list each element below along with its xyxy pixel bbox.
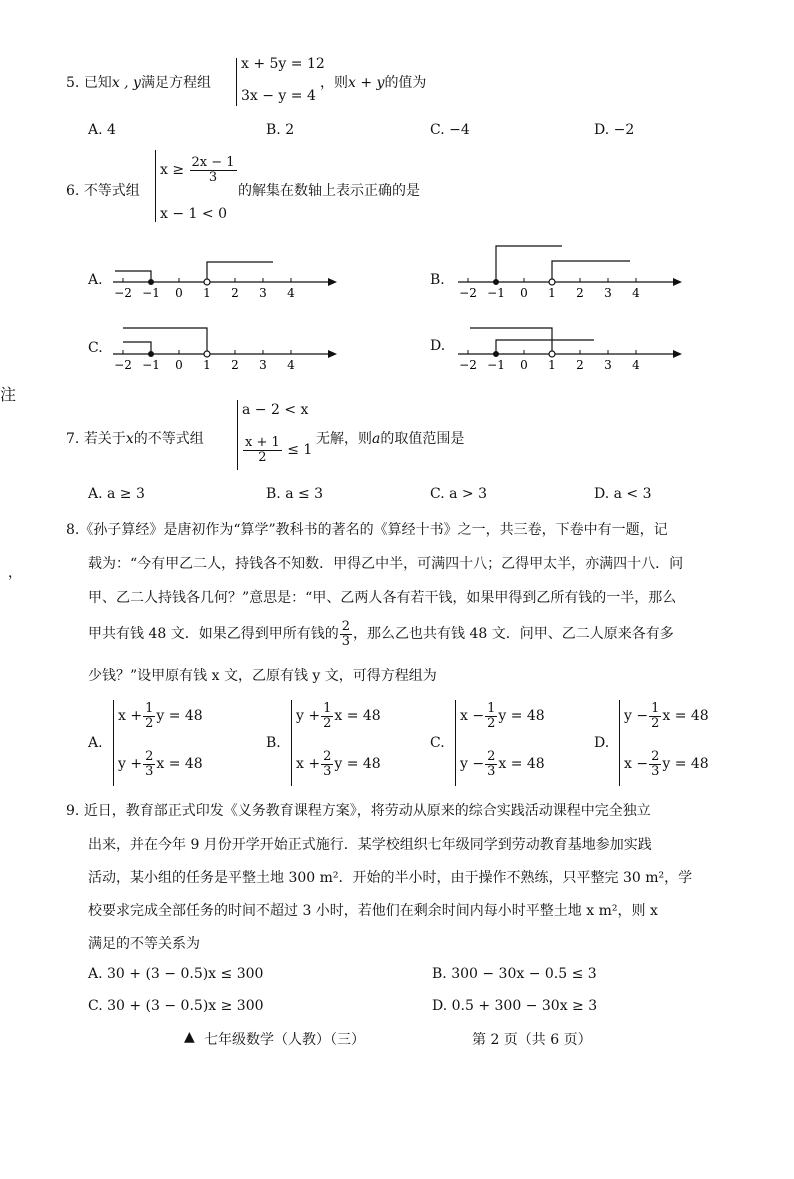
eq-fraction bbox=[143, 750, 155, 778]
eq-lhs: x + bbox=[118, 708, 143, 725]
q8-line2: 载为：“今有甲乙二人，持钱各不知数．甲得乙中半，可满四十八；乙得甲太半，亦满四十八．问 bbox=[88, 556, 684, 572]
q5-pre: 已知 bbox=[83, 75, 112, 91]
eq-fraction bbox=[485, 750, 497, 778]
frac-den: 3 bbox=[487, 763, 496, 779]
q7-post2: 的取值范围是 bbox=[380, 431, 465, 447]
q8-frac-den: 3 bbox=[341, 633, 350, 649]
q5-vars: x , y bbox=[111, 75, 141, 91]
range-upper bbox=[123, 328, 207, 354]
q8-line1: 《孙子算经》是唐初作为“算学”教科书的著名的《算经十书》之一，共三卷，下卷中有一题，记 bbox=[79, 522, 668, 538]
tick-neg2: −2 bbox=[114, 358, 132, 372]
q6-option-b-label[interactable]: B. bbox=[430, 272, 445, 288]
margin-note: 注 bbox=[0, 385, 17, 404]
q5-option-a[interactable]: A. 4 bbox=[88, 122, 116, 138]
tick-neg2: −2 bbox=[459, 358, 477, 372]
q9-line1: 近日，教育部正式印发《义务教育课程方案》，将劳动从原来的综合实践活动课程中完全独立 bbox=[83, 803, 651, 819]
q5-number: 5. bbox=[66, 75, 80, 91]
q7-ineq1: a − 2 < x bbox=[242, 402, 309, 418]
q6-option-d-label[interactable]: D. bbox=[430, 338, 446, 354]
q7-option-b[interactable]: B. a ≤ 3 bbox=[266, 486, 324, 502]
tick-2: 2 bbox=[576, 358, 584, 372]
q8-option-brace bbox=[291, 700, 292, 786]
q5-expr: x + y bbox=[348, 75, 385, 91]
hollow-dot bbox=[549, 279, 555, 285]
q9-option-c[interactable]: C. 30 + (3 − 0.5)x ≥ 300 bbox=[88, 998, 264, 1014]
q8-option-equation bbox=[118, 750, 203, 778]
tick-4: 4 bbox=[632, 358, 640, 372]
eq-fraction bbox=[649, 702, 661, 730]
q9-line3: 活动，某小组的任务是平整土地 300 m²．开始的半小时，由于操作不熟练，只平整完 30 m²，学 bbox=[88, 870, 693, 886]
eq-rhs: x = 48 bbox=[498, 756, 545, 773]
frac-den: 2 bbox=[651, 715, 660, 731]
q7-option-a[interactable]: A. a ≥ 3 bbox=[88, 486, 145, 502]
q8-fraction bbox=[340, 620, 352, 648]
footer-title: 七年级数学（人教）（三） bbox=[204, 1032, 365, 1048]
q5-post2: 的值为 bbox=[384, 75, 427, 91]
q6-pre: 不等式组 bbox=[83, 183, 140, 199]
eq-lhs: y − bbox=[460, 756, 485, 773]
q8-line4-post: ，那么乙也共有钱 48 文．问甲、乙二人原来各有多 bbox=[353, 626, 674, 643]
frac-num: 2 bbox=[145, 749, 154, 764]
q8-option-brace bbox=[113, 700, 114, 786]
frac-num: 1 bbox=[145, 701, 154, 716]
eq-rhs: x = 48 bbox=[334, 708, 381, 725]
q7-var: x bbox=[125, 431, 134, 447]
tick-4: 4 bbox=[287, 358, 295, 372]
q5-option-d[interactable]: D. −2 bbox=[594, 122, 635, 138]
tick-3: 3 bbox=[604, 358, 612, 372]
frac-den: 3 bbox=[145, 763, 154, 779]
tick-2: 2 bbox=[231, 286, 239, 300]
eq-rhs: x = 48 bbox=[662, 708, 709, 725]
q5-eq2: 3x − y = 4 bbox=[241, 88, 316, 104]
frac-num: 1 bbox=[323, 701, 332, 716]
tick-0: 0 bbox=[520, 286, 528, 300]
q5-option-c[interactable]: C. −4 bbox=[430, 122, 470, 138]
range-lower bbox=[496, 340, 594, 354]
solid-dot bbox=[493, 279, 499, 285]
q7-mid: 的不等式组 bbox=[133, 431, 204, 447]
q6-ineq1-lhs: x ≥ bbox=[160, 162, 185, 179]
q6-frac-den: 3 bbox=[208, 169, 218, 185]
frac-den: 2 bbox=[323, 715, 332, 731]
q6-number-line-b[interactable] bbox=[450, 242, 690, 302]
q6-number-line-c[interactable] bbox=[105, 318, 345, 374]
frac-den: 2 bbox=[487, 715, 496, 731]
q5-option-b[interactable]: B. 2 bbox=[266, 122, 295, 138]
frac-num: 2 bbox=[323, 749, 332, 764]
footer-logo-icon: ▲ bbox=[184, 1029, 195, 1045]
q8-option-equation bbox=[118, 702, 203, 730]
q7-option-d[interactable]: D. a < 3 bbox=[594, 486, 652, 502]
tick-3: 3 bbox=[604, 286, 612, 300]
hollow-dot bbox=[549, 351, 555, 357]
q6-number-line-d[interactable] bbox=[450, 318, 690, 374]
tick-4: 4 bbox=[632, 286, 640, 300]
q7-option-c[interactable]: C. a > 3 bbox=[430, 486, 487, 502]
eq-lhs: x + bbox=[296, 756, 321, 773]
q6-ineq2: x − 1 < 0 bbox=[160, 206, 227, 222]
tick-neg1: −1 bbox=[142, 286, 160, 300]
solid-dot bbox=[493, 351, 499, 357]
tick-1: 1 bbox=[203, 286, 211, 300]
q5-mid: 满足方程组 bbox=[140, 75, 211, 91]
q6-option-c-label[interactable]: C. bbox=[88, 340, 103, 356]
tick-1: 1 bbox=[548, 358, 556, 372]
q8-option-brace bbox=[619, 700, 620, 786]
solid-dot bbox=[148, 351, 154, 357]
eq-rhs: y = 48 bbox=[498, 708, 545, 725]
eq-lhs: y − bbox=[624, 708, 649, 725]
q8-option-equation bbox=[624, 750, 709, 778]
range-lower bbox=[123, 342, 151, 354]
eq-fraction bbox=[321, 750, 333, 778]
q9-line5: 满足的不等关系为 bbox=[88, 936, 200, 952]
q6-fraction bbox=[190, 156, 237, 184]
tick-3: 3 bbox=[259, 358, 267, 372]
footer-page: 第 2 页（共 6 页） bbox=[472, 1032, 592, 1048]
q7-post: 无解，则 bbox=[316, 431, 372, 447]
q6-number-line-a[interactable] bbox=[105, 252, 345, 302]
q9-line2: 出来，并在今年 9 月份开学开始正式施行．某学校组织七年级同学到劳动教育基地参加实践 bbox=[88, 837, 652, 853]
q9-option-d[interactable]: D. 0.5 + 300 − 30x ≥ 3 bbox=[432, 998, 598, 1014]
q5-eq1: x + 5y = 12 bbox=[241, 56, 325, 72]
eq-rhs: y = 48 bbox=[334, 756, 381, 773]
eq-fraction bbox=[321, 702, 333, 730]
q7-var2: a bbox=[372, 431, 381, 447]
tick-neg2: −2 bbox=[114, 286, 132, 300]
hollow-dot bbox=[204, 351, 210, 357]
q9-option-a[interactable]: A. 30 + (3 − 0.5)x ≤ 300 bbox=[88, 966, 264, 982]
range-left bbox=[115, 271, 151, 282]
q8-option-c-label[interactable]: C. bbox=[430, 735, 445, 751]
eq-lhs: y + bbox=[118, 756, 143, 773]
q8-option-equation bbox=[296, 750, 381, 778]
q6-number: 6. bbox=[66, 183, 80, 199]
q8-option-equation bbox=[460, 702, 545, 730]
q8-option-a-label[interactable]: A. bbox=[88, 735, 103, 751]
tick-neg2: −2 bbox=[459, 286, 477, 300]
q8-option-d-label[interactable]: D. bbox=[594, 735, 610, 751]
tick-2: 2 bbox=[576, 286, 584, 300]
eq-lhs: x − bbox=[460, 708, 485, 725]
tick-0: 0 bbox=[520, 358, 528, 372]
q8-option-equation bbox=[624, 702, 709, 730]
eq-lhs: x − bbox=[624, 756, 649, 773]
q9-number: 9. bbox=[66, 803, 80, 819]
tick-3: 3 bbox=[259, 286, 267, 300]
frac-den: 2 bbox=[145, 715, 154, 731]
q5-brace bbox=[236, 58, 237, 106]
q8-option-brace bbox=[455, 700, 456, 786]
q8-option-b-label[interactable]: B. bbox=[266, 735, 281, 751]
q7-fraction bbox=[243, 436, 282, 464]
q7-frac-den: 2 bbox=[258, 449, 267, 465]
eq-fraction bbox=[143, 702, 155, 730]
frac-den: 3 bbox=[323, 763, 332, 779]
range-upper bbox=[470, 328, 552, 354]
tick-neg1: −1 bbox=[487, 358, 505, 372]
q6-brace bbox=[155, 150, 156, 222]
eq-rhs: y = 48 bbox=[156, 708, 203, 725]
hollow-dot bbox=[204, 279, 210, 285]
q8-line3: 甲、乙二人持钱各几何？”意思是：“甲、乙两人各有若干钱，如果甲得到乙所有钱的一半，那么 bbox=[88, 590, 677, 606]
q6-option-a-label[interactable]: A. bbox=[88, 272, 103, 288]
tick-neg1: −1 bbox=[142, 358, 160, 372]
q7-frac-num: x + 1 bbox=[245, 435, 280, 450]
tick-2: 2 bbox=[231, 358, 239, 372]
tick-0: 0 bbox=[175, 358, 183, 372]
q6-post: 的解集在数轴上表示正确的是 bbox=[238, 183, 420, 199]
frac-num: 1 bbox=[651, 701, 660, 716]
eq-rhs: y = 48 bbox=[662, 756, 709, 773]
tick-neg1: −1 bbox=[487, 286, 505, 300]
q8-option-equation bbox=[460, 750, 545, 778]
frac-num: 2 bbox=[651, 749, 660, 764]
q6-frac-num: 2x − 1 bbox=[191, 155, 235, 170]
q7-pre: 若关于 bbox=[83, 431, 126, 447]
eq-fraction bbox=[649, 750, 661, 778]
tick-0: 0 bbox=[175, 286, 183, 300]
q8-frac-num: 2 bbox=[341, 619, 350, 634]
frac-num: 2 bbox=[487, 749, 496, 764]
q7-number: 7. bbox=[66, 431, 80, 447]
frac-num: 1 bbox=[487, 701, 496, 716]
eq-lhs: y + bbox=[296, 708, 321, 725]
range-right bbox=[552, 261, 630, 282]
q8-number: 8. bbox=[66, 522, 80, 538]
solid-dot bbox=[148, 279, 154, 285]
q5-post: ，则 bbox=[320, 75, 348, 91]
q7-ineq2-rhs: ≤ 1 bbox=[287, 442, 313, 459]
q9-line4: 校要求完成全部任务的时间不超过 3 小时，若他们在剩余时间内每小时平整土地 x m²，则 x bbox=[88, 903, 658, 919]
q7-brace bbox=[237, 400, 238, 470]
q8-option-equation bbox=[296, 702, 381, 730]
tick-4: 4 bbox=[287, 286, 295, 300]
q9-option-b[interactable]: B. 300 − 30x − 0.5 ≤ 3 bbox=[432, 966, 597, 982]
q8-line4-pre: 甲共有钱 48 文．如果乙得到甲所有钱的 bbox=[88, 626, 339, 643]
tick-1: 1 bbox=[203, 358, 211, 372]
q8-line5: 少钱？”设甲原有钱 x 文，乙原有钱 y 文，可得方程组为 bbox=[88, 668, 437, 684]
tick-1: 1 bbox=[548, 286, 556, 300]
frac-den: 3 bbox=[651, 763, 660, 779]
margin-comma: ， bbox=[8, 565, 22, 581]
eq-fraction bbox=[485, 702, 497, 730]
eq-rhs: x = 48 bbox=[156, 756, 203, 773]
